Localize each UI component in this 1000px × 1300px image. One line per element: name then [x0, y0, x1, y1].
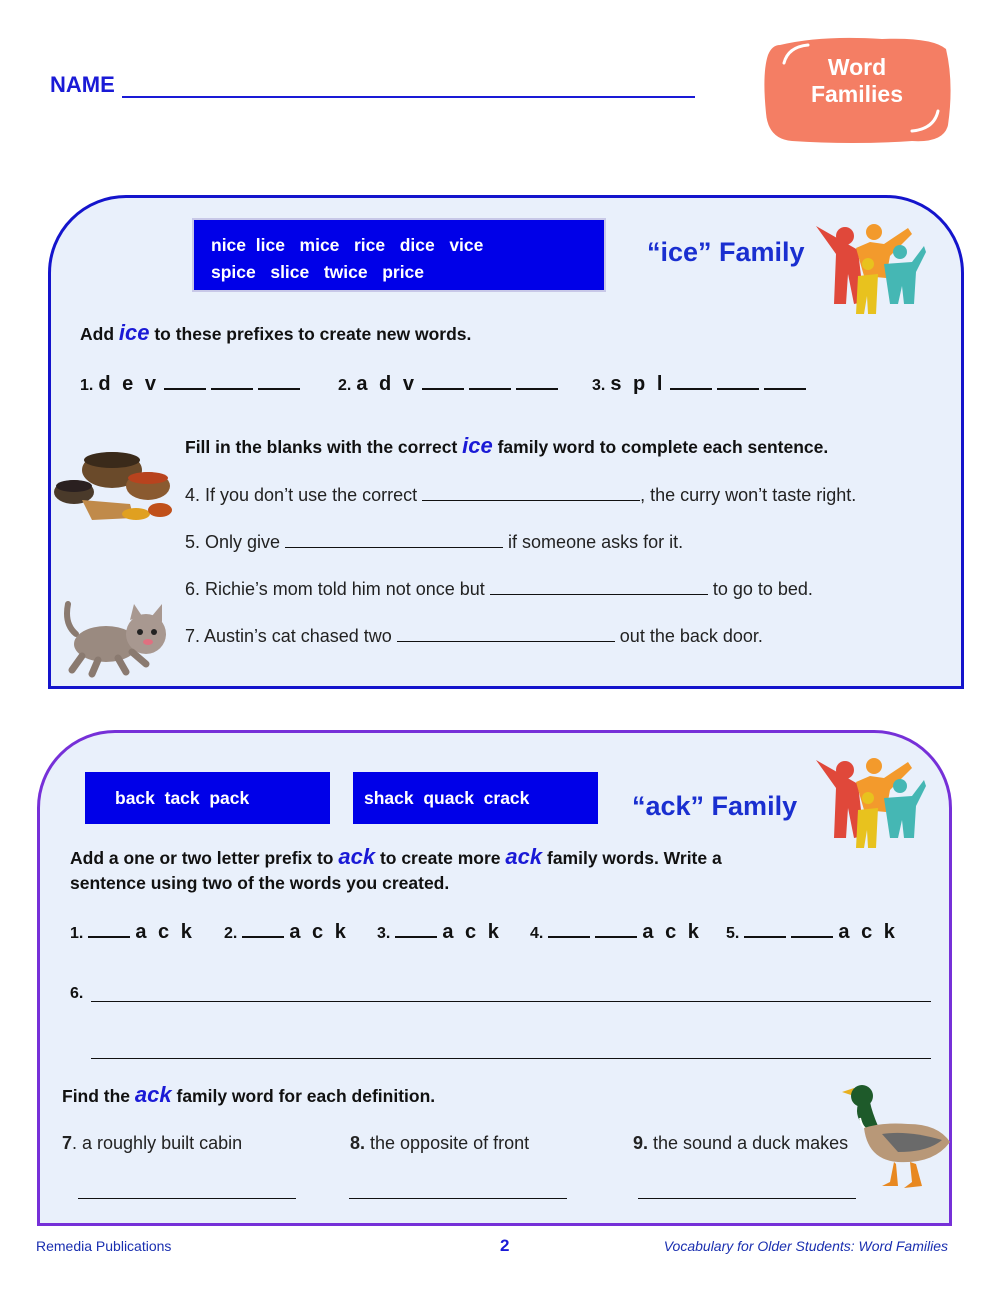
- ack-prefix-item-2: [224, 921, 349, 944]
- sentence-text: if someone asks for it.: [503, 532, 684, 552]
- item-letters: a c k: [838, 921, 898, 943]
- instr-text-line-2: sentence using two of the words you created.: [70, 873, 450, 893]
- keyword-ack: ack: [338, 844, 376, 869]
- answer-blank[interactable]: [548, 935, 590, 938]
- answer-blank[interactable]: [717, 387, 759, 390]
- item-letters: a c k: [289, 921, 349, 943]
- sentence-number: 6.: [70, 985, 84, 1002]
- answer-blank[interactable]: [422, 499, 640, 501]
- item-number: 1.: [70, 925, 84, 942]
- def-number: 7: [62, 1133, 73, 1153]
- answer-blank[interactable]: [395, 935, 437, 938]
- answer-blank[interactable]: [469, 387, 511, 390]
- answer-blank[interactable]: [764, 387, 806, 390]
- sentence-writing-line-1[interactable]: [91, 1001, 931, 1002]
- answer-line-7[interactable]: [78, 1198, 296, 1199]
- badge-title: [762, 54, 952, 108]
- answer-blank[interactable]: [490, 593, 708, 595]
- instr-text: Find the: [62, 1086, 135, 1106]
- answer-blank[interactable]: [258, 387, 300, 390]
- item-letters: a c k: [642, 921, 702, 943]
- ice-instruction-b: [185, 433, 828, 459]
- sentence-text: to go to bed.: [707, 579, 813, 599]
- definition-9: [633, 1133, 848, 1154]
- instr-text: Add: [80, 324, 119, 344]
- ice-instruction-a: [80, 320, 471, 346]
- item-letters: s p l: [610, 373, 666, 395]
- ack-word-bank-2: shack quack crack: [353, 772, 598, 824]
- badge-line-2: Families: [810, 81, 904, 107]
- sentence-7: [185, 626, 763, 647]
- instr-text: to create more: [375, 848, 506, 868]
- family-icon: [812, 752, 927, 852]
- sentence-text: 4. If you don’t use the correct: [185, 485, 423, 505]
- item-number: 1.: [80, 377, 94, 394]
- ack-word-bank-1: back tack pack: [85, 772, 330, 824]
- keyword-ack: ack: [134, 1082, 172, 1107]
- ice-word-bank: [192, 218, 606, 292]
- answer-line-8[interactable]: [349, 1198, 567, 1199]
- item-number: 5.: [726, 925, 740, 942]
- item-number: 3.: [592, 377, 606, 394]
- ice-words-line-2: spice slice twice price: [211, 262, 425, 282]
- answer-blank[interactable]: [88, 935, 130, 938]
- badge-line-1: Word: [827, 54, 887, 80]
- answer-blank[interactable]: [791, 935, 833, 938]
- sentence-writing-line-2[interactable]: [91, 1058, 931, 1059]
- def-text: the opposite of front: [365, 1133, 530, 1153]
- sentence-text: 7. Austin’s cat chased two: [185, 626, 397, 646]
- instr-text: to these prefixes to create new words.: [149, 324, 472, 344]
- instr-text: family word to complete each sentence.: [492, 437, 829, 457]
- ack-prefix-item-3: [377, 921, 502, 944]
- answer-blank[interactable]: [422, 387, 464, 390]
- ack-instruction-a: [70, 844, 722, 896]
- answer-blank[interactable]: [397, 640, 615, 642]
- def-text: the sound a duck makes: [648, 1133, 849, 1153]
- sentence-text: 6. Richie’s mom told him not once but: [185, 579, 490, 599]
- item-letters: d e v: [98, 373, 159, 395]
- keyword-ack: ack: [505, 844, 543, 869]
- ice-family-title: “ice” Family: [647, 237, 805, 267]
- footer-publisher: Remedia Publications: [36, 1238, 172, 1254]
- answer-blank[interactable]: [516, 387, 558, 390]
- sentence-5: [185, 532, 683, 553]
- item-number: 4.: [530, 925, 544, 942]
- ice-prefix-item-1: [80, 373, 300, 396]
- ack-family-title: “ack” Family: [632, 791, 798, 821]
- answer-blank[interactable]: [242, 935, 284, 938]
- instr-text: family word for each definition.: [171, 1086, 436, 1106]
- name-label: NAME: [50, 72, 115, 97]
- def-number: 9.: [633, 1133, 649, 1153]
- def-text: . a roughly built cabin: [72, 1133, 243, 1153]
- ice-prefix-item-3: [592, 373, 806, 396]
- definition-8: [350, 1133, 529, 1154]
- ack-prefix-item-4: [530, 921, 702, 944]
- sentence-text: out the back door.: [614, 626, 763, 646]
- def-number: 8.: [350, 1133, 366, 1153]
- ack-prefix-item-1: [70, 921, 195, 944]
- item-letters: a c k: [442, 921, 502, 943]
- duck-icon: [838, 1082, 954, 1192]
- page-number: 2: [500, 1236, 510, 1255]
- ice-words-line-1: nice lice mice rice dice vice: [211, 235, 484, 255]
- answer-blank[interactable]: [211, 387, 253, 390]
- item-letters: a d v: [356, 373, 417, 395]
- answer-blank[interactable]: [744, 935, 786, 938]
- definition-7: [62, 1133, 242, 1154]
- sentence-text: 5. Only give: [185, 532, 286, 552]
- sentence-4: [185, 485, 856, 506]
- ice-prefix-item-2: [338, 373, 558, 396]
- sentence-6: [185, 579, 813, 600]
- keyword-ice: ice: [118, 320, 150, 345]
- keyword-ice: ice: [462, 433, 493, 458]
- answer-blank[interactable]: [164, 387, 206, 390]
- family-icon: [812, 218, 927, 318]
- instr-text: Fill in the blanks with the correct: [185, 437, 463, 457]
- instr-text: Add a one or two letter prefix to: [70, 848, 339, 868]
- answer-blank[interactable]: [670, 387, 712, 390]
- ack-instruction-b: [62, 1082, 435, 1108]
- spices-icon: [52, 448, 174, 524]
- item-number: 2.: [224, 925, 238, 942]
- item-number: 2.: [338, 377, 352, 394]
- answer-blank[interactable]: [595, 935, 637, 938]
- name-input-line[interactable]: [122, 96, 695, 98]
- item-letters: a c k: [135, 921, 195, 943]
- ack-prefix-item-5: [726, 921, 898, 944]
- item-number: 3.: [377, 925, 391, 942]
- footer-book-title: Vocabulary for Older Students: Word Families: [663, 1238, 948, 1254]
- sentence-text: , the curry won’t taste right.: [640, 485, 857, 505]
- answer-blank[interactable]: [285, 546, 503, 548]
- cat-icon: [62, 594, 174, 678]
- instr-text: family words. Write a: [542, 848, 722, 868]
- answer-line-9[interactable]: [638, 1198, 856, 1199]
